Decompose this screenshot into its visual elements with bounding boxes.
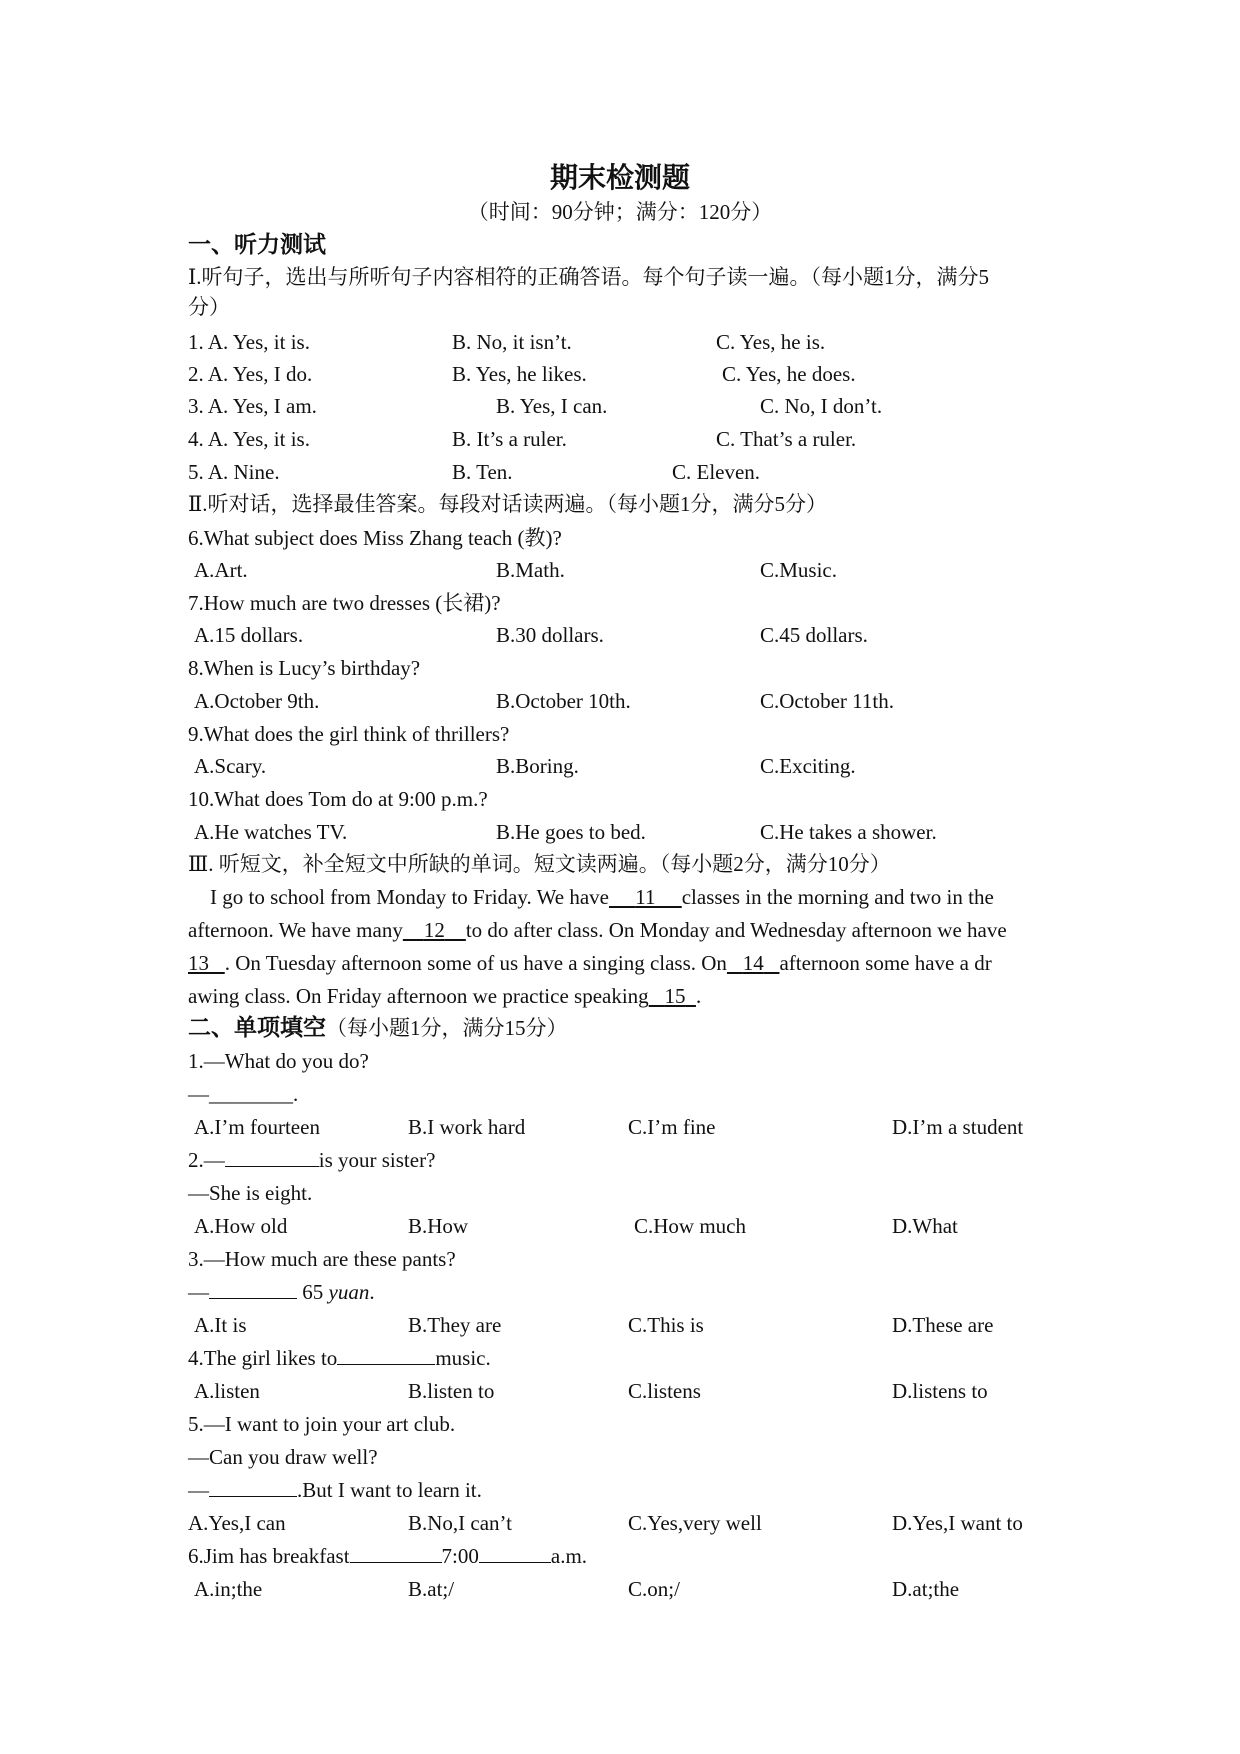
stem-text: is your sister?: [318, 1148, 436, 1172]
q8-stem: 8.When is Lucy’s birthday?: [188, 656, 421, 680]
choice-q5-option-a: A.Yes,I can: [188, 1511, 286, 1535]
q1-option-a: 1. A. Yes, it is.: [188, 330, 310, 354]
page-title: 期末检测题: [549, 161, 690, 194]
passage-text: .: [695, 984, 702, 1008]
q4-option-c: C. That’s a ruler.: [716, 427, 857, 451]
choice-q3-option-a: A.It is: [194, 1313, 247, 1337]
reply-text: —: [188, 1280, 209, 1304]
choice-q1-option-b: B.I work hard: [408, 1115, 526, 1139]
choice-q5-option-c: C.Yes,very well: [628, 1511, 762, 1535]
blank-number: 11: [635, 885, 656, 909]
stem-text: music.: [435, 1346, 491, 1370]
q9-option-c: C.Exciting.: [760, 754, 856, 778]
q10-option-b: B.He goes to bed.: [496, 820, 646, 844]
q3-option-b: B. Yes, I can.: [496, 394, 608, 418]
q10-option-c: C.He takes a shower.: [760, 820, 937, 844]
choice-q5-option-d: D.Yes,I want to: [892, 1511, 1023, 1535]
choice-q2-option-d: D.What: [892, 1214, 958, 1238]
q1-option-c: C. Yes, he is.: [716, 330, 826, 354]
q8-option-c: C.October 11th.: [760, 689, 894, 713]
choice-q1-option-c: C.I’m fine: [628, 1115, 716, 1139]
q7-stem: 7.How much are two dresses (长裙)?: [188, 591, 501, 615]
choice-q3-option-b: B.They are: [408, 1313, 502, 1337]
choice-q1-answer-line: —________.: [188, 1082, 299, 1106]
q6-option-c: C.Music.: [760, 558, 838, 582]
choice-q6-option-c: C.on;/: [628, 1577, 680, 1601]
choice-q3-option-c: C.This is: [628, 1313, 704, 1337]
choice-q1-stem: 1.—What do you do?: [188, 1049, 369, 1073]
q3-option-a: 3. A. Yes, I am.: [188, 394, 317, 418]
answer-blank: [209, 1476, 297, 1497]
choice-q1-option-a: A.I’m fourteen: [194, 1115, 320, 1139]
choice-q4-stem: [188, 1343, 491, 1373]
reply-text: .But I want to learn it.: [297, 1478, 482, 1502]
q6-option-a: A.Art.: [194, 558, 248, 582]
answer-blank: [479, 1542, 551, 1563]
stem-text: 4.The girl likes to: [188, 1346, 338, 1370]
q4-option-b: B. It’s a ruler.: [452, 427, 567, 451]
part3-instruction: Ⅲ. 听短文，补全短文中所缺的单词。短文读两遍。（每小题2分，满分10分）: [188, 852, 891, 876]
q5-option-a: 5. A. Nine.: [188, 460, 280, 484]
blank-12: [403, 918, 466, 942]
blank-number: 15: [664, 984, 686, 1008]
reply-text: yuan: [328, 1280, 370, 1304]
answer-blank: [225, 1146, 319, 1167]
passage-line-3: [188, 948, 992, 978]
choice-q2-option-b: B.How: [408, 1214, 469, 1238]
q9-option-a: A.Scary.: [194, 754, 267, 778]
answer-blank: [337, 1344, 435, 1365]
q6-option-b: B.Math.: [496, 558, 565, 582]
blank-number: 12: [423, 918, 445, 942]
q10-option-a: A.He watches TV.: [194, 820, 348, 844]
q9-stem: 9.What does the girl think of thrillers?: [188, 722, 510, 746]
blank-11: [609, 885, 682, 909]
stem-text: 6.Jim has breakfast: [188, 1544, 350, 1568]
choice-q6-option-a: A.in;the: [194, 1577, 263, 1601]
q3-option-c: C. No, I don’t.: [760, 394, 883, 418]
choice-q6-stem: [188, 1541, 587, 1571]
choice-q6-option-b: B.at;/: [408, 1577, 455, 1601]
passage-line-2: [188, 915, 1007, 945]
q8-option-b: B.October 10th.: [496, 689, 631, 713]
stem-text: 2.—: [188, 1148, 225, 1172]
q6-stem: 6.What subject does Miss Zhang teach (教)?: [188, 526, 562, 550]
passage-text: classes in the morning and two in the: [681, 885, 994, 909]
choice-q4-option-a: A.listen: [194, 1379, 260, 1403]
choice-q2-stem: [188, 1145, 435, 1175]
stem-text: 7:00: [441, 1544, 479, 1568]
q5-option-b: B. Ten.: [452, 460, 513, 484]
choice-q2-option-c: C.How much: [634, 1214, 746, 1238]
stem-text: a.m.: [550, 1544, 588, 1568]
choice-q5-line2: —Can you draw well?: [188, 1445, 378, 1469]
part2-instruction: Ⅱ.听对话，选择最佳答案。每段对话读两遍。（每小题1分，满分5分）: [188, 492, 828, 516]
q2-option-a: 2. A. Yes, I do.: [188, 362, 313, 386]
blank-15: [649, 984, 696, 1008]
blank-13: [188, 951, 225, 975]
section-heading-choice: [188, 1013, 568, 1043]
choice-q3-option-d: D.These are: [892, 1313, 994, 1337]
q8-option-a: A.October 9th.: [194, 689, 320, 713]
passage-text: . On Tuesday afternoon some of us have a singing class. On: [224, 951, 727, 975]
passage-text: awing class. On Friday afternoon we practice speaking: [188, 984, 649, 1008]
choice-q6-option-d: D.at;the: [892, 1577, 960, 1601]
choice-q3-reply: [188, 1277, 375, 1307]
q7-option-c: C.45 dollars.: [760, 623, 868, 647]
reply-text: 65: [302, 1280, 324, 1304]
choice-q2-option-a: A.How old: [194, 1214, 288, 1238]
q7-option-a: A.15 dollars.: [194, 623, 304, 647]
passage-text: afternoon. We have many: [188, 918, 403, 942]
choice-q5-option-b: B.No,I can’t: [408, 1511, 513, 1535]
choice-q4-option-b: B.listen to: [408, 1379, 495, 1403]
q5-option-c: C. Eleven.: [672, 460, 761, 484]
section-heading-listening: 一、听力测试: [188, 232, 326, 258]
part1-instruction: Ⅰ.听句子，选出与所听句子内容相符的正确答语。每个句子读一遍。（每小题1分，满分5: [188, 265, 990, 289]
blank-14: [727, 951, 780, 975]
q1-option-b: B. No, it isn’t.: [452, 330, 572, 354]
choice-q3-stem: 3.—How much are these pants?: [188, 1247, 456, 1271]
choice-q2-reply: —She is eight.: [188, 1181, 313, 1205]
q10-stem: 10.What does Tom do at 9:00 p.m.?: [188, 787, 488, 811]
choice-q4-option-c: C.listens: [628, 1379, 701, 1403]
passage-text: afternoon some have a dr: [779, 951, 992, 975]
choice-q1-option-d: D.I’m a student: [892, 1115, 1024, 1139]
section-heading-text: 二、单项填空: [188, 1015, 326, 1041]
q7-option-b: B.30 dollars.: [496, 623, 604, 647]
part1-instruction-cont: 分）: [188, 295, 230, 319]
reply-text: —: [188, 1478, 209, 1502]
passage-line-4: [188, 981, 701, 1011]
section-heading-note: （每小题1分，满分15分）: [326, 1016, 568, 1040]
passage-text: to do after class. On Monday and Wednesday afternoon we have: [465, 918, 1007, 942]
choice-q4-option-d: D.listens to: [892, 1379, 988, 1403]
q2-option-b: B. Yes, he likes.: [452, 362, 587, 386]
answer-blank: [350, 1542, 442, 1563]
blank-number: 14: [742, 951, 764, 975]
choice-q5-reply: [188, 1475, 482, 1505]
passage-text: I go to school from Monday to Friday. We have: [210, 885, 609, 909]
q4-option-a: 4. A. Yes, it is.: [188, 427, 310, 451]
q2-option-c: C. Yes, he does.: [722, 362, 856, 386]
exam-info: （时间：90分钟；满分：120分）: [467, 200, 773, 224]
blank-number: 13: [188, 951, 209, 975]
passage-line-1: [210, 882, 994, 912]
reply-text: .: [369, 1280, 375, 1304]
q9-option-b: B.Boring.: [496, 754, 579, 778]
answer-blank: [209, 1278, 297, 1299]
choice-q5-stem: 5.—I want to join your art club.: [188, 1412, 456, 1436]
